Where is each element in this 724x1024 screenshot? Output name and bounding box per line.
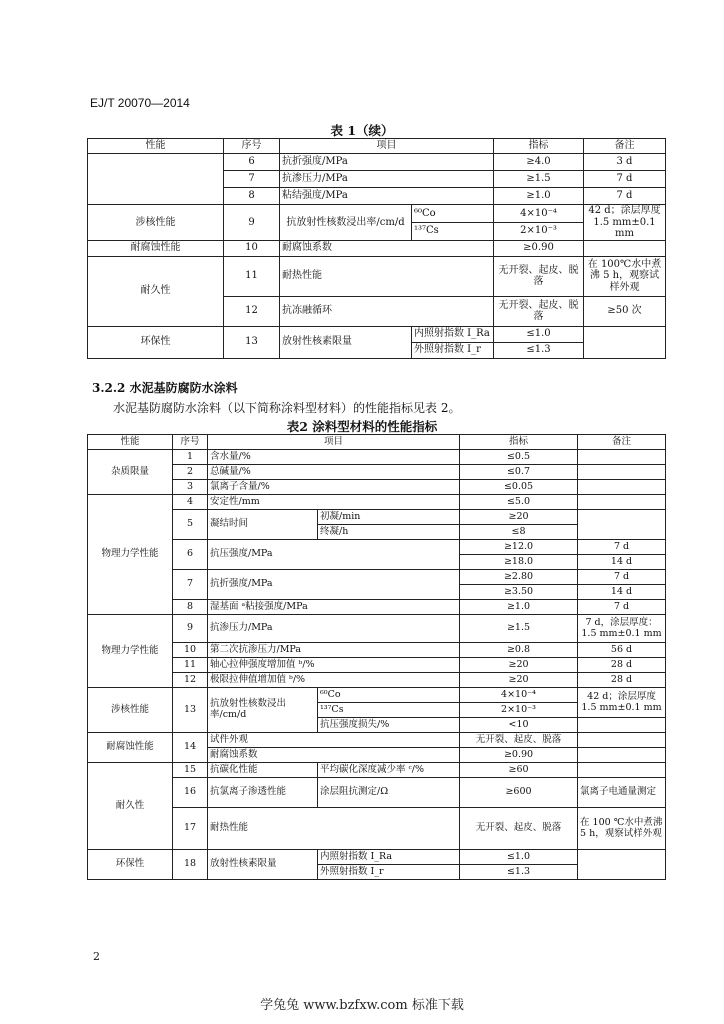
value-cell: ≤1.3 xyxy=(460,865,578,880)
sub-item-cell: 平均碳化深度减少率 ᶜ/% xyxy=(318,763,460,778)
item-cell: 抗冻融循环 xyxy=(280,296,494,326)
item-cell: 总碱量/% xyxy=(208,465,460,480)
table-row xyxy=(88,688,666,703)
col-header: 性能 xyxy=(88,435,173,450)
note-cell: 56 d xyxy=(578,643,666,658)
note-cell: 7 d xyxy=(584,171,666,188)
category-cell: 杂质限量 xyxy=(88,450,173,495)
value-cell: ≥3.50 xyxy=(460,585,578,600)
category-cell: 环保性 xyxy=(88,850,173,880)
col-header: 指标 xyxy=(460,435,578,450)
item-cell: 抗氯离子渗透性能 xyxy=(208,778,318,808)
item-cell: 凝结时间 xyxy=(208,510,318,540)
row-number: 12 xyxy=(224,296,280,326)
table-row xyxy=(88,778,666,808)
item-cell: 抗碳化性能 xyxy=(208,763,318,778)
value-cell: 无开裂、起皮、脱落 xyxy=(494,256,584,296)
table-row xyxy=(88,733,666,748)
note-cell: 在 100 ℃水中煮沸 5 h，观察试样外观 xyxy=(578,808,666,850)
col-header: 性能 xyxy=(88,139,224,154)
value-cell: 4×10⁻⁴ xyxy=(460,688,578,703)
page-number: 2 xyxy=(93,950,100,963)
note-cell xyxy=(584,326,666,358)
table-row xyxy=(88,850,666,865)
category-cell: 物理力学性能 xyxy=(88,615,173,688)
item-cell: 含水量/% xyxy=(208,450,460,465)
row-number: 6 xyxy=(224,154,280,171)
note-cell xyxy=(584,240,666,256)
sub-item-cell: 内照射指数 I_Ra xyxy=(412,326,494,342)
col-header: 指标 xyxy=(494,139,584,154)
value-cell: 2×10⁻³ xyxy=(494,222,584,240)
item-cell: 氯离子含量/% xyxy=(208,480,460,495)
category-cell: 环保性 xyxy=(88,326,224,358)
table-row xyxy=(88,240,666,256)
row-number: 7 xyxy=(224,171,280,188)
table-row xyxy=(88,450,666,465)
note-cell: 28 d xyxy=(578,673,666,688)
section-heading: 3.2.2 水泥基防腐防水涂料 xyxy=(92,381,238,395)
value-cell: ≤1.3 xyxy=(494,342,584,358)
value-cell: ≥0.90 xyxy=(494,240,584,256)
row-number: 9 xyxy=(173,615,208,643)
sub-item-cell: 内照射指数 I_Ra xyxy=(318,850,460,865)
sub-item-cell: ⁶⁰Co xyxy=(318,688,460,703)
note-cell: 28 d xyxy=(578,658,666,673)
category-cell: 耐久性 xyxy=(88,256,224,326)
category-cell: 耐久性 xyxy=(88,763,173,850)
item-cell: 粘结强度/MPa xyxy=(280,188,494,205)
table-header-row xyxy=(88,435,666,450)
value-cell: <10 xyxy=(460,718,578,733)
table-row xyxy=(88,495,666,510)
value-cell: ≤0.5 xyxy=(460,450,578,465)
value-cell: ≥600 xyxy=(460,778,578,808)
sub-item-cell: ⁶⁰Co xyxy=(412,205,494,223)
note-cell xyxy=(578,850,666,880)
table-row xyxy=(88,154,666,171)
table-row xyxy=(88,808,666,850)
value-cell: 2×10⁻³ xyxy=(460,703,578,718)
row-number: 15 xyxy=(173,763,208,778)
category-cell: 涉核性能 xyxy=(88,688,173,733)
note-cell: 7 d xyxy=(584,188,666,205)
table-row xyxy=(88,480,666,495)
item-cell: 安定性/mm xyxy=(208,495,460,510)
item-cell: 放射性核素限量 xyxy=(208,850,318,880)
item-cell: 抗折强度/MPa xyxy=(208,570,460,600)
note-cell xyxy=(578,733,666,748)
value-cell: ≥1.5 xyxy=(460,615,578,643)
row-number: 16 xyxy=(173,778,208,808)
note-cell: ≥50 次 xyxy=(584,296,666,326)
sub-item-cell: 初凝/min xyxy=(318,510,460,525)
value-cell: ≥20 xyxy=(460,673,578,688)
value-cell: ≤0.7 xyxy=(460,465,578,480)
item-cell: 抗放射性核数浸出率/cm/d xyxy=(280,205,412,241)
sub-item-cell: 涂层阻抗测定/Ω xyxy=(318,778,460,808)
note-cell xyxy=(578,763,666,778)
row-number: 12 xyxy=(173,673,208,688)
table-row xyxy=(88,658,666,673)
item-cell: 抗压强度/MPa xyxy=(208,540,460,570)
table-row xyxy=(88,763,666,778)
value-cell: ≥12.0 xyxy=(460,540,578,555)
table-row xyxy=(88,673,666,688)
footer-watermark: 学兔兔 www.bzfxw.com 标准下载 xyxy=(260,998,464,1013)
col-header: 项目 xyxy=(280,139,494,154)
value-cell: ≥0.8 xyxy=(460,643,578,658)
note-cell xyxy=(578,718,666,733)
table-row xyxy=(88,510,666,525)
table-header-row xyxy=(88,139,666,154)
table-row xyxy=(88,205,666,223)
item-cell: 极限拉伸值增加值 ᵇ/% xyxy=(208,673,460,688)
sub-item-cell: 外照射指数 I_r xyxy=(412,342,494,358)
item-cell: 第二次抗渗压力/MPa xyxy=(208,643,460,658)
sub-item-cell: 外照射指数 I_r xyxy=(318,865,460,880)
table-row xyxy=(88,615,666,643)
item-cell: 抗渗压力/MPa xyxy=(208,615,460,643)
sub-item-cell: ¹³⁷Cs xyxy=(318,703,460,718)
note-cell: 7 d，涂层厚度：1.5 mm±0.1 mm xyxy=(578,615,666,643)
value-cell: ≥0.90 xyxy=(460,748,578,763)
value-cell: ≤1.0 xyxy=(460,850,578,865)
note-cell xyxy=(578,748,666,763)
item-cell: 耐热性能 xyxy=(208,808,460,850)
note-cell: 42 d；涂层厚度1.5 mm±0.1 mm xyxy=(578,688,666,718)
col-header: 项目 xyxy=(208,435,460,450)
category-cell: 涉核性能 xyxy=(88,205,224,241)
value-cell: ≥2.80 xyxy=(460,570,578,585)
note-cell xyxy=(578,465,666,480)
note-cell xyxy=(578,510,666,540)
item-cell: 抗渗压力/MPa xyxy=(280,171,494,188)
value-cell: ≥1.0 xyxy=(460,600,578,615)
value-cell: ≤5.0 xyxy=(460,495,578,510)
note-cell: 42 d；涂层厚度1.5 mm±0.1 mm xyxy=(584,205,666,241)
row-number: 14 xyxy=(173,733,208,763)
item-cell: 抗折强度/MPa xyxy=(280,154,494,171)
category-cell: 耐腐蚀性能 xyxy=(88,733,173,763)
row-number: 13 xyxy=(224,326,280,358)
value-cell: ≥60 xyxy=(460,763,578,778)
note-cell: 在 100℃水中煮沸 5 h，观察试样外观 xyxy=(584,256,666,296)
row-number: 2 xyxy=(173,465,208,480)
value-cell: ≥1.0 xyxy=(494,188,584,205)
row-number: 10 xyxy=(224,240,280,256)
table-row xyxy=(88,256,666,296)
item-cell: 湿基面 ᵃ粘接强度/MPa xyxy=(208,600,460,615)
table1 xyxy=(87,138,666,359)
row-number: 10 xyxy=(173,643,208,658)
section-paragraph: 水泥基防腐防水涂料（以下简称涂料型材料）的性能指标见表 2。 xyxy=(113,401,461,415)
row-number: 13 xyxy=(173,688,208,733)
value-cell: 无开裂、起皮、脱落 xyxy=(460,733,578,748)
note-cell xyxy=(578,480,666,495)
table2-caption: 表2 涂料型材料的性能指标 xyxy=(286,419,438,434)
table-row xyxy=(88,326,666,342)
standard-number: EJ/T 20070—2014 xyxy=(90,96,190,110)
sub-item-cell: 耐腐蚀系数 xyxy=(208,748,460,763)
note-cell: 14 d xyxy=(578,585,666,600)
sub-item-cell: 抗压强度损失/% xyxy=(318,718,460,733)
row-number: 17 xyxy=(173,808,208,850)
table-row xyxy=(88,465,666,480)
row-number: 7 xyxy=(173,570,208,600)
note-cell: 氯离子电通量测定 xyxy=(578,778,666,808)
row-number: 5 xyxy=(173,510,208,540)
col-header: 序号 xyxy=(224,139,280,154)
row-number: 3 xyxy=(173,480,208,495)
col-header: 备注 xyxy=(578,435,666,450)
category-cell: 耐腐蚀性能 xyxy=(88,240,224,256)
note-cell xyxy=(578,450,666,465)
value-cell: ≥20 xyxy=(460,658,578,673)
table-row xyxy=(88,643,666,658)
item-cell: 耐腐蚀系数 xyxy=(280,240,494,256)
note-cell: 7 d xyxy=(578,570,666,585)
value-cell: ≤1.0 xyxy=(494,326,584,342)
value-cell: 无开裂、起皮、脱落 xyxy=(460,808,578,850)
value-cell: 4×10⁻⁴ xyxy=(494,205,584,223)
row-number: 11 xyxy=(173,658,208,673)
sub-item-cell: 试件外观 xyxy=(208,733,460,748)
item-cell: 抗放射性核数浸出率/cm/d xyxy=(208,688,318,733)
value-cell: ≥4.0 xyxy=(494,154,584,171)
value-cell: ≥20 xyxy=(460,510,578,525)
row-number: 18 xyxy=(173,850,208,880)
value-cell: 无开裂、起皮、脱落 xyxy=(494,296,584,326)
row-number: 9 xyxy=(224,205,280,241)
row-number: 4 xyxy=(173,495,208,510)
row-number: 1 xyxy=(173,450,208,465)
value-cell: ≥1.5 xyxy=(494,171,584,188)
table-row xyxy=(88,570,666,585)
col-header: 序号 xyxy=(173,435,208,450)
table-row xyxy=(88,540,666,555)
value-cell: ≤8 xyxy=(460,525,578,540)
category-cell: 物理力学性能 xyxy=(88,495,173,615)
table-row xyxy=(88,600,666,615)
table2 xyxy=(87,434,666,880)
row-number: 11 xyxy=(224,256,280,296)
row-number: 8 xyxy=(224,188,280,205)
item-cell: 耐热性能 xyxy=(280,256,494,296)
row-number: 8 xyxy=(173,600,208,615)
category-cell xyxy=(88,154,224,205)
note-cell xyxy=(578,495,666,510)
sub-item-cell: ¹³⁷Cs xyxy=(412,222,494,240)
note-cell: 14 d xyxy=(578,555,666,570)
value-cell: ≤0.05 xyxy=(460,480,578,495)
note-cell: 3 d xyxy=(584,154,666,171)
col-header: 备注 xyxy=(584,139,666,154)
table1-caption: 表 1（续） xyxy=(330,123,394,138)
note-cell: 7 d xyxy=(578,600,666,615)
item-cell: 轴心拉伸强度增加值 ᵇ/% xyxy=(208,658,460,673)
value-cell: ≥18.0 xyxy=(460,555,578,570)
row-number: 6 xyxy=(173,540,208,570)
note-cell: 7 d xyxy=(578,540,666,555)
sub-item-cell: 终凝/h xyxy=(318,525,460,540)
item-cell: 放射性核素限量 xyxy=(280,326,412,358)
